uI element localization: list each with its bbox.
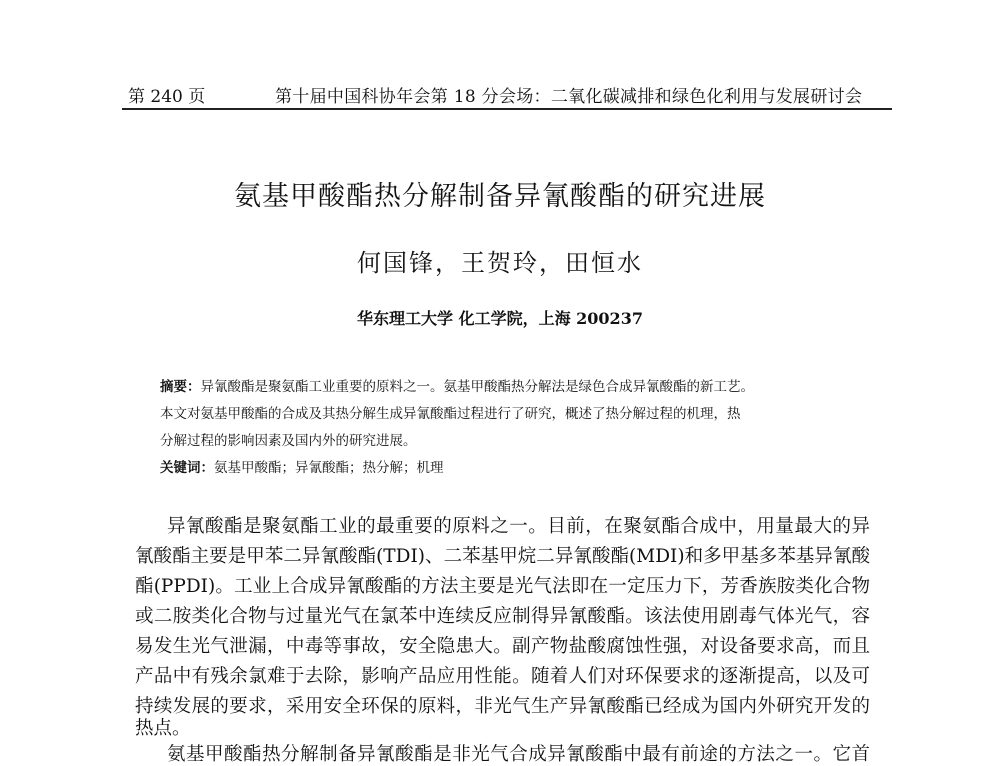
keywords-label: 关键词： [160,460,214,476]
header-rule [122,108,892,110]
authors: 何国锋，王贺玲，田恒水 [357,249,643,277]
body-line: 易发生光气泄漏，中毒等事故，安全隐患大。副产物盐酸腐蚀性强，对设备要求高，而且 [135,636,870,657]
body-line: 持续发展的要求，采用安全环保的原料，非光气生产异氰酸酯已经成为国内外研究开发的 [135,696,870,717]
abstract-text: 异氰酸酯是聚氨酯工业重要的原料之一。氨基甲酸酯热分解法是绿色合成异氰酸酯的新工艺。 [200,379,754,395]
abstract-line: 分解过程的影响因素及国内外的研究进展。 [160,433,417,449]
abstract-line: 本文对氨基甲酸酯的合成及其热分解生成异氰酸酯过程进行了研究，概述了热分解过程的机理，热 [160,406,741,422]
running-header: 第十届中国科协年会第 18 分会场：二氧化碳减排和绿色化利用与发展研讨会 [275,87,863,107]
page-number: 第 240 页 [128,87,206,107]
keywords-line [160,456,444,476]
body-line: 氰酸酯主要是甲苯二异氰酸酯(TDI)、二苯基甲烷二异氰酸酯(MDI)和多甲基多苯基异氰酸 [135,546,870,567]
body-line: 或二胺类化合物与过量光气在氯苯中连续反应制得异氰酸酯。该法使用剧毒气体光气，容 [135,606,870,627]
body-line: 氨基甲酸酯热分解制备异氰酸酯是非光气合成异氰酸酯中最有前途的方法之一。它首 [167,744,870,765]
body-line: 异氰酸酯是聚氨酯工业的最重要的原料之一。目前，在聚氨酯合成中，用量最大的异 [167,516,870,537]
affiliation: 华东理工大学 化工学院，上海 200237 [357,309,643,328]
abstract-label: 摘要： [160,379,201,395]
body-line: 酯(PPDI)。工业上合成异氰酸酯的方法主要是光气法即在一定压力下，芳香族胺类化合物 [135,576,870,597]
body-line: 热点。 [135,718,191,739]
body-line: 产品中有残余氯难于去除，影响产品应用性能。随着人们对环保要求的逐渐提高，以及可 [135,666,870,687]
keywords: 氨基甲酸酯；异氰酸酯；热分解；机理 [214,460,444,476]
abstract-line [160,375,754,395]
paper-title: 氨基甲酸酯热分解制备异氰酸酯的研究进展 [234,181,766,212]
